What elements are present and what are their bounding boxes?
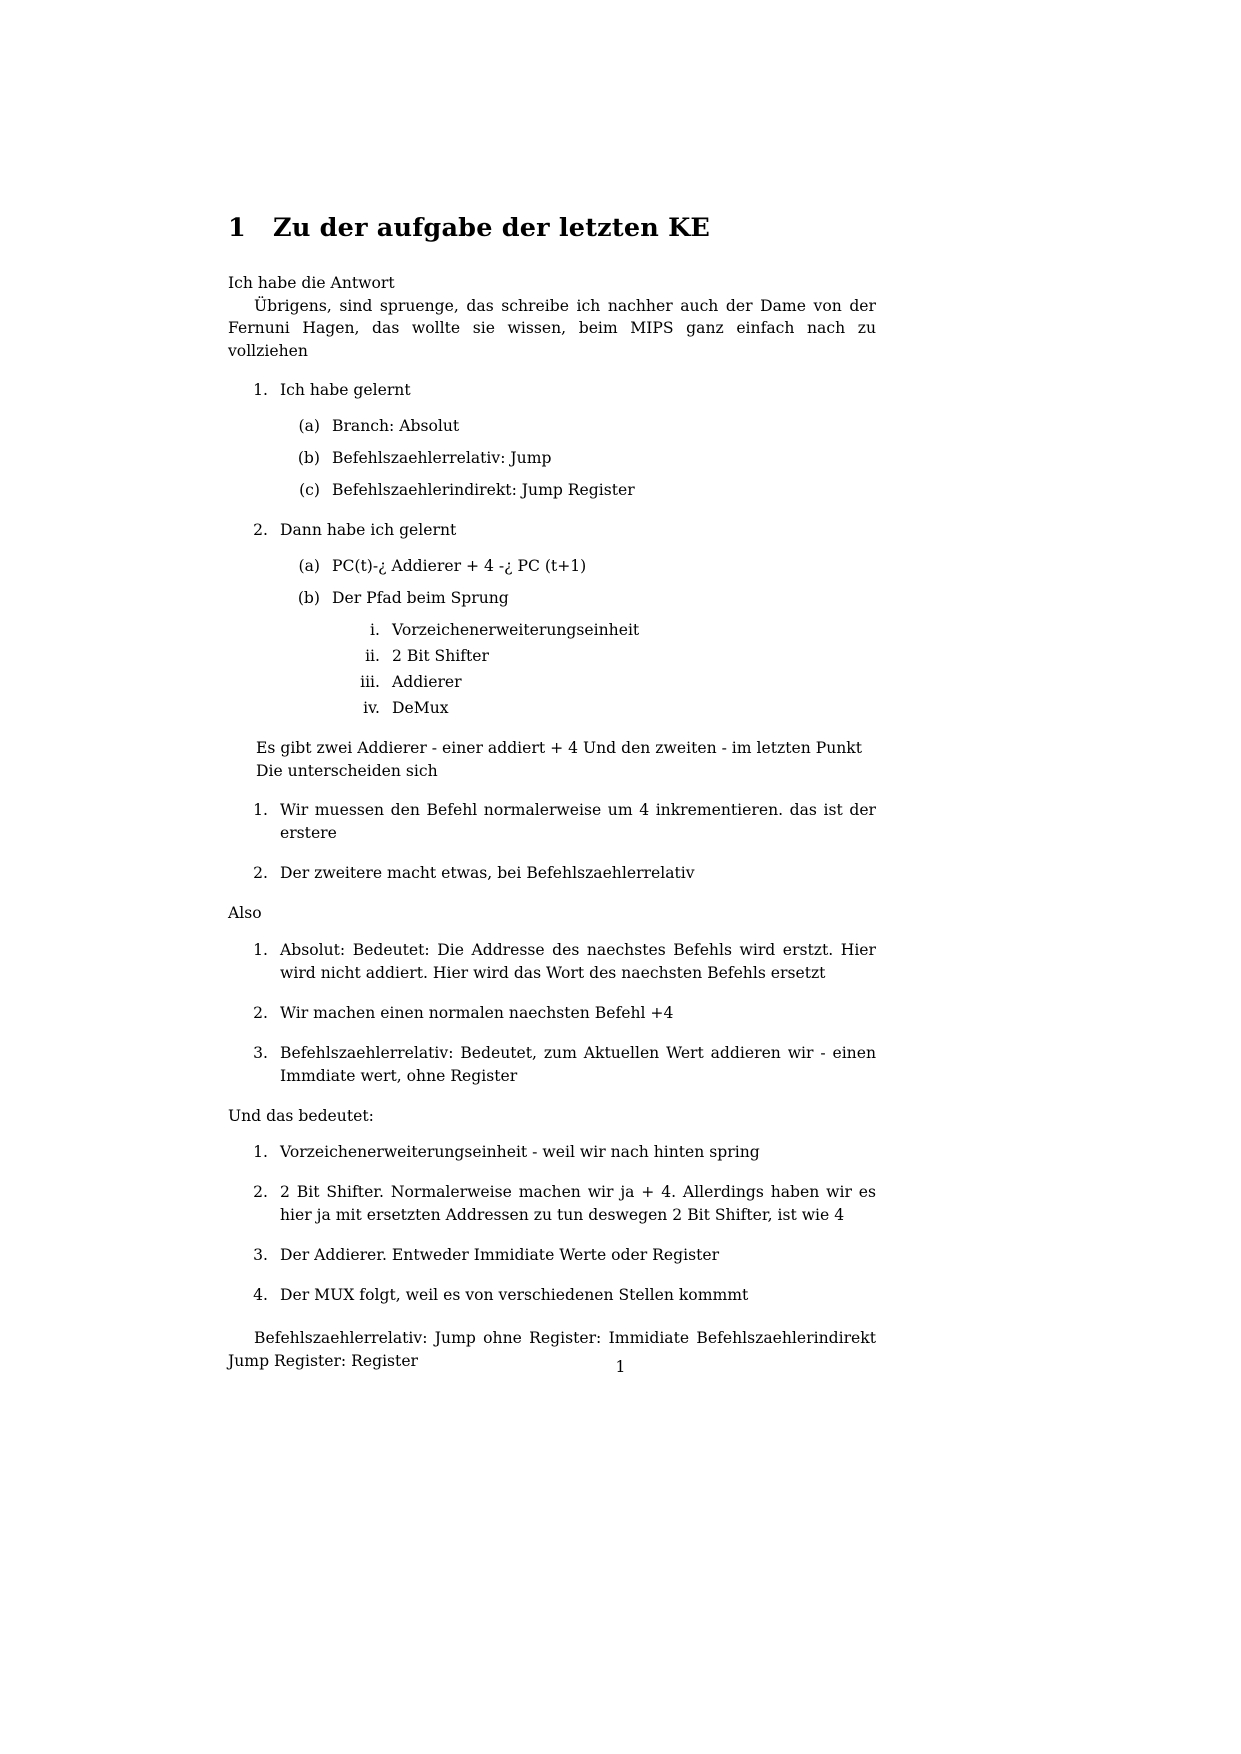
list-item — [280, 415, 876, 438]
list-marker: 1. — [253, 381, 268, 400]
list-item-text: Dann habe ich gelernt — [280, 520, 457, 539]
list-item — [228, 1042, 876, 1088]
list-item — [344, 697, 876, 720]
list-marker: 2. — [253, 864, 268, 883]
list-item-text: Befehlszaehlerrelativ: Bedeutet, zum Aktuellen Wert addieren wir - einen Immdiate wert, ohne Register — [280, 1043, 876, 1085]
list-marker: (b) — [297, 449, 320, 468]
list-item-text: Wir machen einen normalen naechsten Befehl +4 — [280, 1003, 674, 1022]
page-content — [228, 213, 876, 1373]
list-item — [228, 1244, 876, 1267]
list-item-text: PC(t)-¿ Addierer + 4 -¿ PC (t+1) — [332, 556, 587, 575]
addierer-paragraph: Es gibt zwei Addierer - einer addiert + 4 Und den zweiten - im letzten Punkt Die unterscheiden sich — [256, 739, 863, 781]
list-item-text: Branch: Absolut — [332, 417, 460, 436]
intro-line: Ich habe die Antwort — [228, 273, 395, 292]
list-item — [228, 939, 876, 985]
page-title — [228, 213, 876, 244]
list-also — [228, 939, 876, 1088]
list-item-text: Ich habe gelernt — [280, 381, 411, 400]
list-item-text: Wir muessen den Befehl normalerweise um 4 inkrementieren. das ist der erstere — [280, 801, 876, 843]
list-marker: 1. — [253, 940, 268, 959]
list-item-text: Vorzeichenerweiterungseinheit — [392, 620, 640, 639]
list-item — [280, 447, 876, 470]
list-marker: (a) — [298, 556, 320, 575]
list-item — [228, 1181, 876, 1227]
list-item — [280, 555, 876, 578]
list-item-text: Befehlszaehlerrelativ: Jump — [332, 449, 552, 468]
list-item-text: 2 Bit Shifter. Normalerweise machen wir ja + 4. Allerdings haben wir es hier ja mit ersetzten Addressen zu tun deswegen 2 Bit Shifter, ist wie 4 — [280, 1183, 876, 1225]
list-marker: 1. — [253, 1143, 268, 1162]
list-item-text: Der zweitere macht etwas, bei Befehlszaehlerrelativ — [280, 864, 695, 883]
section-number: 1 — [228, 213, 246, 243]
also-label: Also — [228, 904, 262, 923]
list-bedeutet — [228, 1141, 876, 1307]
list-marker: 2. — [253, 520, 268, 539]
section-title-text: Zu der aufgabe der letzten KE — [273, 213, 711, 243]
list-item-text: Der Pfad beim Sprung — [332, 588, 509, 607]
page-number: 1 — [615, 1358, 626, 1376]
list-item — [228, 519, 876, 719]
list-marker: 3. — [253, 1043, 268, 1062]
list-item-text: Addierer — [392, 672, 462, 691]
list-item — [344, 671, 876, 694]
list-item-text: Befehlszaehlerindirekt: Jump Register — [332, 481, 635, 500]
list-marker: i. — [370, 620, 380, 639]
list-item-text: 2 Bit Shifter — [392, 646, 489, 665]
list-item — [228, 1002, 876, 1025]
list-item-text: DeMux — [392, 698, 449, 717]
list-marker: ii. — [365, 646, 380, 665]
list-marker: (c) — [299, 481, 320, 500]
list-marker: (b) — [297, 588, 320, 607]
list-marker: iv. — [363, 698, 380, 717]
list-marker: 2. — [253, 1183, 268, 1202]
list-marker: 2. — [253, 1003, 268, 1022]
list-item — [344, 619, 876, 642]
list-item-text: Absolut: Bedeutet: Die Addresse des naechstes Befehls wird erstzt. Hier wird nicht addiert. Hier wird das Wort des naechsten Befehls ersetzt — [280, 940, 876, 982]
list-item — [228, 862, 876, 885]
list-marker: 4. — [253, 1286, 268, 1305]
list-item — [228, 1284, 876, 1307]
list-marker: iii. — [360, 672, 380, 691]
list-item — [228, 799, 876, 845]
list-item — [280, 479, 876, 502]
bedeutet-label: Und das bedeutet: — [228, 1106, 374, 1125]
list-marker: 3. — [253, 1246, 268, 1265]
list-item — [344, 645, 876, 668]
list-item-text: Vorzeichenerweiterungseinheit - weil wir nach hinten spring — [280, 1143, 760, 1162]
intro-paragraph: Übrigens, sind spruenge, das schreibe ich nachher auch der Dame von der Fernuni Hagen, das wollte sie wissen, beim MIPS ganz einfach nach zu vollziehen — [228, 296, 876, 361]
list-item — [228, 379, 876, 502]
list-learned — [228, 379, 876, 719]
list-marker: (a) — [298, 417, 320, 436]
closing-paragraph: Befehlszaehlerrelativ: Jump ohne Register: Immidiate Befehlszaehlerindirekt Jump Register: Register — [228, 1329, 876, 1371]
list-item — [280, 587, 876, 720]
list-item-text: Der MUX folgt, weil es von verschiedenen Stellen kommmt — [280, 1286, 749, 1305]
list-item-text: Der Addierer. Entweder Immidiate Werte oder Register — [280, 1246, 720, 1265]
list-item — [228, 1141, 876, 1164]
list-marker: 1. — [253, 801, 268, 820]
list-addierer-difference — [228, 799, 876, 885]
